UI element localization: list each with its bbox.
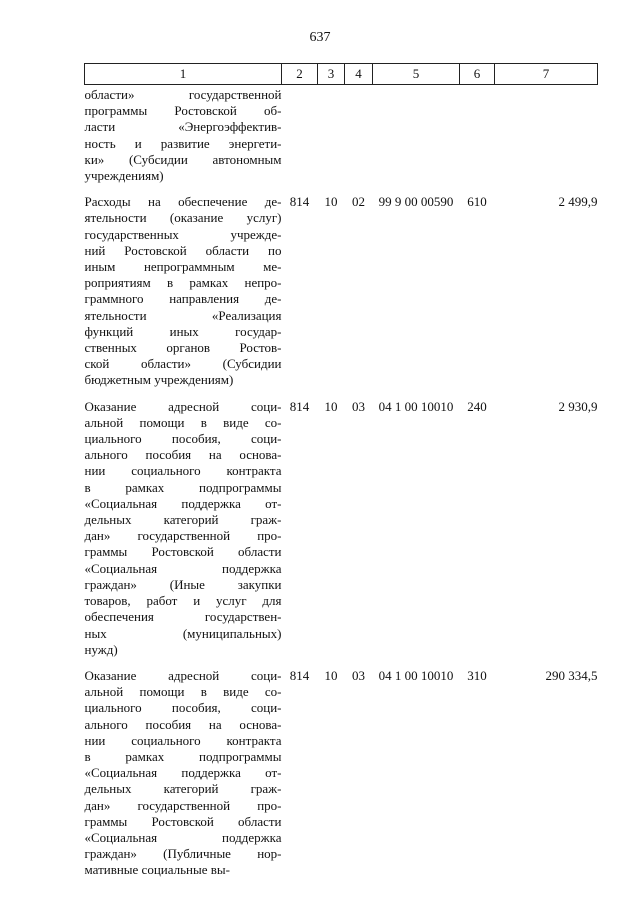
header-col-2: 2	[282, 64, 318, 85]
row-description	[85, 85, 282, 189]
description-line: ственных органов Ростов-	[84, 340, 282, 356]
description-line: Оказание адресной соци-	[84, 667, 282, 683]
header-col-6: 6	[460, 64, 495, 85]
page-number: 637	[309, 30, 331, 45]
table-row	[85, 662, 598, 883]
description-line: дан» государственной про-	[84, 797, 282, 813]
description-line: Расходы на обеспечение де-	[84, 194, 282, 210]
col-amount: 290 334,5	[545, 667, 598, 683]
col-sub	[345, 85, 373, 189]
description-line: роприятиям в рамках непро-	[84, 275, 282, 291]
description-line: ятельности (оказание услуг)	[84, 210, 282, 226]
description-line: товаров, работ и услуг для	[84, 593, 282, 609]
description-line: циального пособия, соци-	[84, 431, 282, 447]
col-amount	[495, 85, 598, 189]
header-col-1: 1	[85, 64, 282, 85]
description-line: «Социальная поддержка	[84, 829, 282, 845]
col-sub: 03	[352, 667, 365, 683]
description-line: Оказание адресной соци-	[84, 398, 282, 414]
description-line: ального пособия на основа-	[84, 447, 282, 463]
col-rzd: 814	[289, 398, 310, 414]
col-expense-type	[460, 85, 495, 189]
description-line: учреждениям)	[84, 168, 164, 184]
description-line: в рамках подпрограммы	[84, 479, 282, 495]
description-line: нии социального контракта	[84, 463, 282, 479]
header-col-7: 7	[495, 64, 598, 85]
col-expense-type: 310	[467, 667, 487, 683]
header-col-4: 4	[345, 64, 373, 85]
col-pr	[318, 85, 345, 189]
description-line: граммы Ростовской области	[84, 544, 282, 560]
description-line: нужд)	[84, 641, 118, 657]
description-line: ального пособия на основа-	[84, 716, 282, 732]
description-line: граммного направления де-	[84, 291, 282, 307]
description-line: «Социальная поддержка	[84, 560, 282, 576]
col-amount: 2 930,9	[558, 398, 598, 414]
row-description	[85, 393, 282, 662]
col-target-code: 04 1 00 10010	[378, 398, 454, 414]
col-expense-type: 240	[467, 398, 487, 414]
description-line: ных (муниципальных)	[84, 625, 282, 641]
description-line: граждан» (Иные закупки	[84, 576, 282, 592]
description-line: государственных учрежде-	[84, 226, 282, 242]
description-line: ность и развитие энергети-	[84, 135, 282, 151]
description-line: ласти «Энергоэффектив-	[84, 119, 282, 135]
description-line: ской области» (Субсидии	[84, 356, 282, 372]
description-line: программы Ростовской об-	[84, 103, 282, 119]
header-col-3: 3	[318, 64, 345, 85]
description-line: нии социального контракта	[84, 732, 282, 748]
description-line: «Социальная поддержка от-	[84, 495, 282, 511]
description-line: ятельности «Реализация	[84, 307, 282, 323]
col-rzd	[282, 85, 318, 189]
description-line: дельных категорий граж-	[84, 512, 282, 528]
description-line: функций иных государ-	[84, 323, 282, 339]
col-target-code: 99 9 00 00590	[378, 194, 454, 210]
description-line: бюджетным учреждениям)	[84, 372, 234, 388]
description-line: циального пособия, соци-	[84, 700, 282, 716]
description-line: дельных категорий граж-	[84, 781, 282, 797]
col-expense-type: 610	[467, 194, 487, 210]
description-line: альной помощи в виде со-	[84, 684, 282, 700]
col-rzd: 814	[289, 667, 310, 683]
col-amount: 2 499,9	[558, 194, 598, 210]
description-line: области» государственной	[84, 87, 282, 102]
description-line: граммы Ростовской области	[84, 813, 282, 829]
col-sub: 02	[352, 194, 365, 210]
description-line: «Социальная поддержка от-	[84, 765, 282, 781]
row-description	[85, 188, 282, 392]
budget-table	[84, 63, 598, 883]
description-line: ний Ростовской области по	[84, 242, 282, 258]
header-col-5: 5	[373, 64, 460, 85]
description-line: дан» государственной про-	[84, 528, 282, 544]
col-target-code	[373, 85, 460, 189]
col-sub: 03	[352, 398, 365, 414]
col-pr: 10	[324, 194, 338, 210]
description-line: граждан» (Публичные нор-	[84, 846, 282, 862]
col-rzd: 814	[289, 194, 310, 210]
description-line: обеспечения государствен-	[84, 609, 282, 625]
col-pr: 10	[324, 398, 338, 414]
col-target-code: 04 1 00 10010	[378, 667, 454, 683]
table-row	[85, 188, 598, 392]
table-row	[85, 85, 598, 189]
table-header-row	[85, 64, 598, 85]
description-line: ки» (Субсидии автономным	[84, 151, 282, 167]
description-line: иным непрограммным ме-	[84, 259, 282, 275]
description-line: в рамках подпрограммы	[84, 748, 282, 764]
table-row	[85, 393, 598, 662]
col-pr: 10	[324, 667, 338, 683]
row-description	[85, 662, 282, 883]
description-line: альной помощи в виде со-	[84, 414, 282, 430]
description-line: мативные социальные вы-	[84, 862, 230, 878]
